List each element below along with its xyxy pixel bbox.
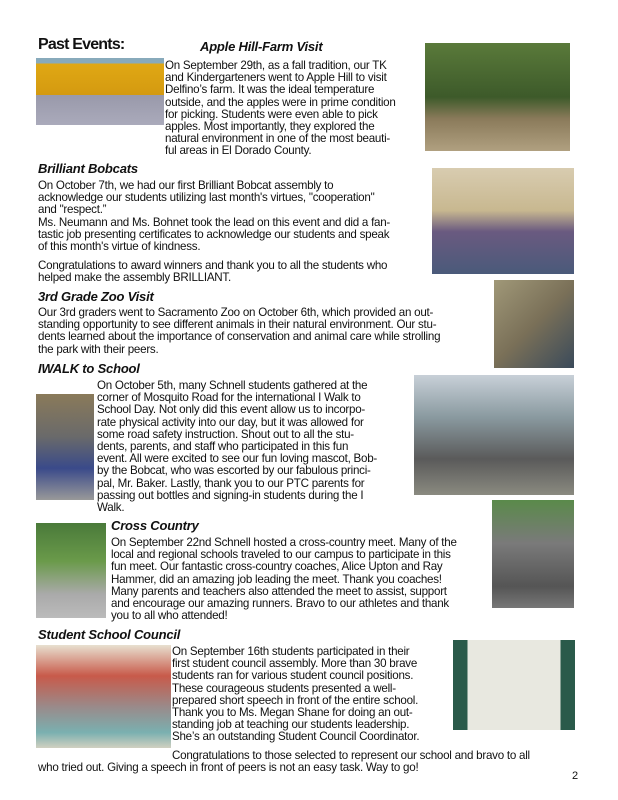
- text-line: She’s an outstanding Student Council Coordinator.: [172, 730, 420, 744]
- text-line: dents learned about the importance of conservation and animal care while strolling: [38, 330, 441, 344]
- text-line: event. All were excited to see our fun loving mascot, Bob-: [97, 452, 378, 466]
- text-line: On October 7th, we had our first Brilliant Bobcat assembly to: [38, 179, 334, 192]
- text-line: Walk.: [97, 501, 125, 515]
- iwalk-family-photo: [36, 394, 94, 500]
- text-line: Many parents and teachers also attended the meet to assist, support: [111, 584, 447, 598]
- text-line: Hammer, did an amazing job leading the meet. Thank you coaches!: [111, 572, 442, 586]
- council-stage-photo: [453, 640, 575, 730]
- text-line: natural environment in one of the most beauti-: [165, 132, 391, 146]
- text-line: Ms. Neumann and Ms. Bohnet took the lead on this event and did a fan-: [38, 215, 391, 229]
- zoo-photo: [494, 280, 574, 368]
- text-line: These courageous students presented a well-: [172, 681, 396, 695]
- cross-country-runners-photo: [36, 523, 106, 618]
- iwalk-text: [97, 380, 377, 514]
- text-line: tastic job presenting certificates to acknowledge our students and speak: [38, 227, 390, 241]
- bus-photo: [36, 58, 164, 125]
- apple-hill-heading: Apple Hill-Farm Visit: [200, 39, 323, 54]
- text-line: On October 5th, many Schnell students gathered at the: [97, 379, 368, 392]
- text-line: the park with their peers.: [38, 342, 159, 356]
- iwalk-heading: IWALK to School: [38, 361, 140, 376]
- farm-group-photo: [425, 43, 570, 151]
- bobcats-text: [38, 180, 390, 253]
- council-closing-line1: Congratulations to those selected to represent our school and bravo to all: [172, 749, 530, 762]
- text-line: acknowledge our students utilizing last month's virtues, "cooperation": [38, 191, 375, 205]
- text-line: dents, parents, and staff who participated in this fun: [97, 440, 349, 454]
- text-line: standing job at teaching our students leadership.: [172, 718, 410, 732]
- text-line: rate physical activity into our day, but it was allowed for: [97, 415, 364, 429]
- text-line: Congratulations to award winners and thank you to all the students who: [38, 259, 388, 272]
- student-council-text: [172, 646, 419, 744]
- council-closing-line2: who tried out. Giving a speech in front of peers is not an easy task. Way to go!: [38, 761, 419, 774]
- cross-country-runner-photo: [492, 500, 574, 608]
- page-number: 2: [572, 770, 579, 782]
- text-line: and encourage our amazing runners. Bravo to our athletes and thank: [111, 597, 449, 611]
- text-line: students ran for various student council positions.: [172, 669, 414, 683]
- assembly-photo: [432, 168, 574, 274]
- text-line: you to all who attended!: [111, 609, 228, 623]
- student-council-heading: Student School Council: [38, 627, 181, 642]
- text-line: School Day. Not only did this event allow us to incorpo-: [97, 403, 366, 417]
- text-line: corner of Mosquito Road for the international I Walk to: [97, 391, 361, 405]
- text-line: fun meet. Our fantastic cross-country coaches, Alice Upton and Ray: [111, 560, 443, 574]
- text-line: Our 3rd graders went to Sacramento Zoo on October 6th, which provided an out-: [38, 306, 434, 319]
- text-line: On September 22nd Schnell hosted a cross-country meet. Many of the: [111, 536, 457, 549]
- text-line: of this month's virtue of kindness.: [38, 240, 201, 254]
- text-line: by the Bobcat, who was escorted by our fabulous princi-: [97, 464, 371, 478]
- text-line: some road safety instruction. Shout out to all the stu-: [97, 427, 354, 441]
- bobcats-heading: Brilliant Bobcats: [38, 161, 138, 176]
- text-line: On September 16th students participated in their: [172, 645, 410, 658]
- zoo-text: [38, 307, 440, 356]
- text-line: On September 29th, as a fall tradition, our TK: [165, 59, 387, 72]
- text-line: and "respect.”: [38, 203, 107, 217]
- text-line: ful areas in El Dorado County.: [165, 144, 312, 158]
- text-line: local and regional schools traveled to our campus to participate in this: [111, 548, 451, 562]
- text-line: Delfino’s farm. It was the ideal temperature: [165, 83, 375, 97]
- iwalk-group-photo: [414, 375, 574, 495]
- text-line: apples. Most importantly, they explored the: [165, 120, 375, 134]
- zoo-heading: 3rd Grade Zoo Visit: [38, 289, 154, 304]
- page-title: Past Events:: [38, 36, 125, 53]
- text-line: first student council assembly. More than 30 brave: [172, 657, 418, 671]
- text-line: pal, Mr. Baker. Lastly, thank you to our PTC parents for: [97, 476, 365, 490]
- text-line: passing out bottles and signing-in students during the I: [97, 488, 364, 502]
- text-line: Thank you to Ms. Megan Shane for doing an out-: [172, 706, 413, 720]
- apple-hill-text: [165, 60, 396, 158]
- bobcats-congrats-text: [38, 260, 387, 284]
- cross-country-text: [111, 537, 457, 622]
- cross-country-heading: Cross Country: [111, 518, 199, 533]
- text-line: outside, and the apples were in prime condition: [165, 95, 396, 109]
- text-line: for picking. Students were even able to pick: [165, 107, 378, 121]
- text-line: prepared short speech in front of the entire school.: [172, 693, 419, 707]
- text-line: standing opportunity to see different animals in their natural environment. Our stu-: [38, 318, 437, 332]
- council-speakers-photo: [36, 645, 171, 748]
- text-line: helped make the assembly BRILLIANT.: [38, 271, 231, 285]
- text-line: and Kindergarteners went to Apple Hill to visit: [165, 71, 387, 85]
